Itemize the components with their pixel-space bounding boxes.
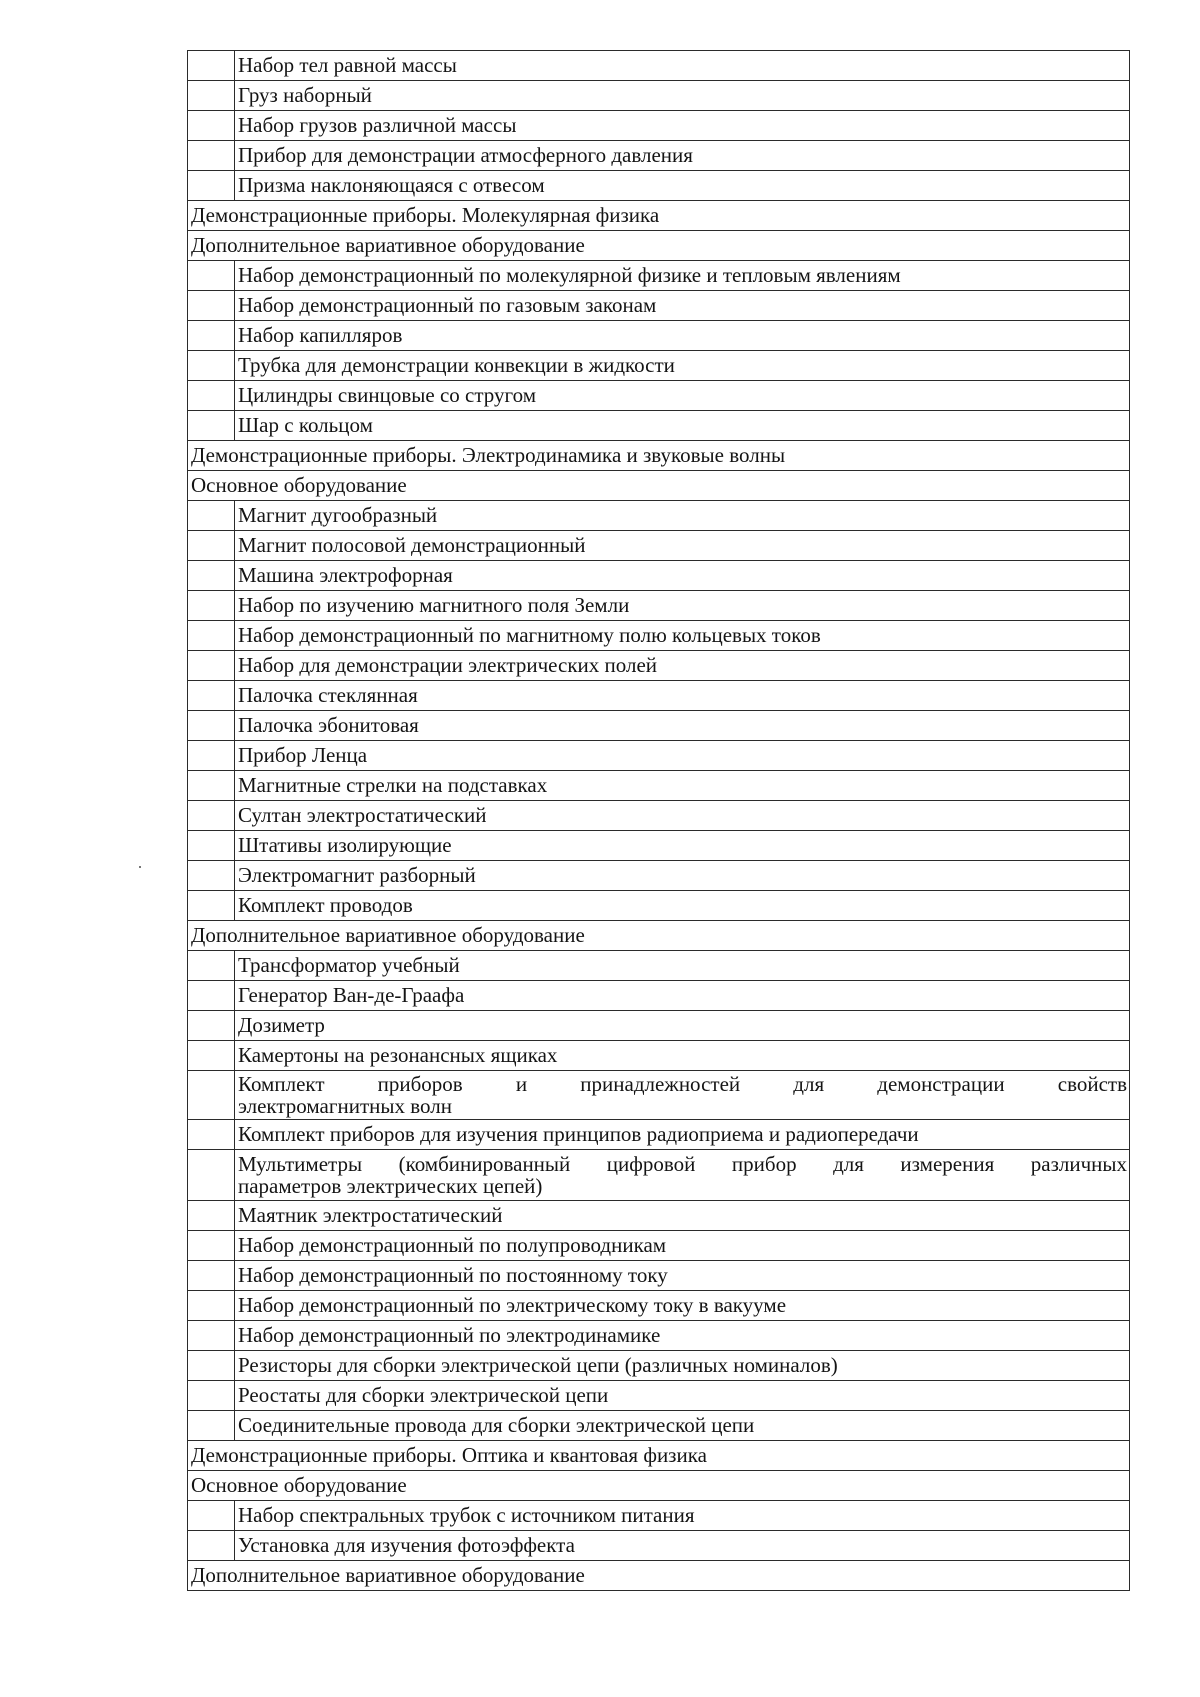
item-name-cell (235, 1150, 1130, 1201)
row-number-cell (188, 741, 235, 771)
table-row (188, 171, 1130, 201)
item-name-cell: Набор по изучению магнитного поля Земли (235, 591, 1130, 621)
table-row (188, 81, 1130, 111)
item-name-cell: Груз наборный (235, 81, 1130, 111)
row-number-cell (188, 561, 235, 591)
table-row (188, 651, 1130, 681)
table-row (188, 861, 1130, 891)
table-row (188, 1201, 1130, 1231)
row-number-cell (188, 351, 235, 381)
row-number-cell (188, 801, 235, 831)
item-name-cell: Султан электростатический (235, 801, 1130, 831)
item-name-cell: Соединительные провода для сборки электрической цепи (235, 1411, 1130, 1441)
item-name-cell: Комплект проводов (235, 891, 1130, 921)
row-number-cell (188, 501, 235, 531)
section-heading: Дополнительное вариативное оборудование (188, 921, 1130, 951)
row-number-cell (188, 831, 235, 861)
row-number-cell (188, 1291, 235, 1321)
section-heading: Демонстрационные приборы. Электродинамика и звуковые волны (188, 441, 1130, 471)
item-name-cell: Штативы изолирующие (235, 831, 1130, 861)
table-row (188, 1291, 1130, 1321)
table-row (188, 261, 1130, 291)
item-name-cell: Набор демонстрационный по молекулярной физике и тепловым явлениям (235, 261, 1130, 291)
item-name-cell: Палочка стеклянная (235, 681, 1130, 711)
item-name-cell: Набор демонстрационный по газовым законам (235, 291, 1130, 321)
item-name-cell: Набор демонстрационный по электрическому току в вакууме (235, 1291, 1130, 1321)
equipment-table (187, 50, 1130, 1591)
row-number-cell (188, 1120, 235, 1150)
section-row (188, 1561, 1130, 1591)
item-name-cell: Набор демонстрационный по полупроводникам (235, 1231, 1130, 1261)
row-number-cell (188, 1071, 235, 1120)
row-number-cell (188, 621, 235, 651)
table-row (188, 1231, 1130, 1261)
table-row (188, 381, 1130, 411)
table-row (188, 531, 1130, 561)
row-number-cell (188, 1501, 235, 1531)
row-number-cell (188, 291, 235, 321)
table-row (188, 321, 1130, 351)
row-number-cell (188, 411, 235, 441)
item-name-cell: Резисторы для сборки электрической цепи (различных номиналов) (235, 1351, 1130, 1381)
row-number-cell (188, 111, 235, 141)
item-name-cell: Набор спектральных трубок с источником питания (235, 1501, 1130, 1531)
scan-speck (139, 866, 141, 868)
item-name-cell: Магнит дугообразный (235, 501, 1130, 531)
table-row (188, 1011, 1130, 1041)
row-number-cell (188, 1321, 235, 1351)
row-number-cell (188, 321, 235, 351)
item-name-cell (235, 1071, 1130, 1120)
section-heading: Основное оборудование (188, 1471, 1130, 1501)
item-name-cell: Цилиндры свинцовые со стругом (235, 381, 1130, 411)
row-number-cell (188, 1531, 235, 1561)
item-name-cell: Генератор Ван-де-Граафа (235, 981, 1130, 1011)
table-row (188, 801, 1130, 831)
table-row (188, 711, 1130, 741)
item-name-cell: Палочка эбонитовая (235, 711, 1130, 741)
row-number-cell (188, 1411, 235, 1441)
table-row (188, 831, 1130, 861)
item-name-cell: Набор тел равной массы (235, 51, 1130, 81)
table-row (188, 291, 1130, 321)
item-name-cell: Камертоны на резонансных ящиках (235, 1041, 1130, 1071)
row-number-cell (188, 1041, 235, 1071)
table-row (188, 621, 1130, 651)
equipment-table-body (188, 51, 1130, 1591)
row-number-cell (188, 1201, 235, 1231)
item-name-cell: Машина электрофорная (235, 561, 1130, 591)
item-name-cell: Магнитные стрелки на подставках (235, 771, 1130, 801)
item-name-cell: Установка для изучения фотоэффекта (235, 1531, 1130, 1561)
table-row (188, 1351, 1130, 1381)
table-row (188, 591, 1130, 621)
table-row (188, 1411, 1130, 1441)
table-row (188, 741, 1130, 771)
item-name-line1: Мультиметры (комбинированный цифровой прибор для измерения различных (238, 1151, 1127, 1176)
row-number-cell (188, 51, 235, 81)
item-name-cell: Комплект приборов для изучения принципов радиоприема и радиопередачи (235, 1120, 1130, 1150)
row-number-cell (188, 771, 235, 801)
table-row (188, 351, 1130, 381)
table-row (188, 1120, 1130, 1150)
item-name-cell: Шар с кольцом (235, 411, 1130, 441)
table-row (188, 1321, 1130, 1351)
table-row (188, 561, 1130, 591)
section-row (188, 201, 1130, 231)
table-row (188, 1071, 1130, 1120)
table-row (188, 771, 1130, 801)
table-row (188, 1381, 1130, 1411)
section-row (188, 1441, 1130, 1471)
item-name-cell: Трубка для демонстрации конвекции в жидкости (235, 351, 1130, 381)
item-name-cell: Реостаты для сборки электрической цепи (235, 1381, 1130, 1411)
row-number-cell (188, 1381, 235, 1411)
section-row (188, 231, 1130, 261)
row-number-cell (188, 141, 235, 171)
item-name-cell: Призма наклоняющаяся с отвесом (235, 171, 1130, 201)
row-number-cell (188, 381, 235, 411)
section-heading: Основное оборудование (188, 471, 1130, 501)
table-row (188, 981, 1130, 1011)
row-number-cell (188, 591, 235, 621)
row-number-cell (188, 81, 235, 111)
section-heading: Дополнительное вариативное оборудование (188, 1561, 1130, 1591)
item-name-cell: Набор для демонстрации электрических полей (235, 651, 1130, 681)
item-name-cell: Прибор для демонстрации атмосферного давления (235, 141, 1130, 171)
row-number-cell (188, 681, 235, 711)
section-heading: Демонстрационные приборы. Молекулярная физика (188, 201, 1130, 231)
table-row (188, 891, 1130, 921)
table-row (188, 1041, 1130, 1071)
item-name-cell: Трансформатор учебный (235, 951, 1130, 981)
item-name-cell: Набор демонстрационный по постоянному току (235, 1261, 1130, 1291)
row-number-cell (188, 981, 235, 1011)
table-row (188, 1501, 1130, 1531)
section-heading: Дополнительное вариативное оборудование (188, 231, 1130, 261)
table-row (188, 141, 1130, 171)
equipment-document (187, 50, 1130, 1591)
section-row (188, 441, 1130, 471)
row-number-cell (188, 711, 235, 741)
table-row (188, 1150, 1130, 1201)
item-name-line1: Комплект приборов и принадлежностей для демонстрации свойств (238, 1071, 1127, 1096)
section-row (188, 1471, 1130, 1501)
item-name-cell: Электромагнит разборный (235, 861, 1130, 891)
item-name-cell: Прибор Ленца (235, 741, 1130, 771)
row-number-cell (188, 651, 235, 681)
row-number-cell (188, 1231, 235, 1261)
section-row (188, 471, 1130, 501)
table-row (188, 111, 1130, 141)
item-name-cell: Набор демонстрационный по электродинамике (235, 1321, 1130, 1351)
item-name-line2: электромагнитных волн (238, 1094, 452, 1118)
section-row (188, 921, 1130, 951)
table-row (188, 411, 1130, 441)
table-row (188, 681, 1130, 711)
table-row (188, 501, 1130, 531)
row-number-cell (188, 1150, 235, 1201)
row-number-cell (188, 531, 235, 561)
row-number-cell (188, 1261, 235, 1291)
section-heading: Демонстрационные приборы. Оптика и квантовая физика (188, 1441, 1130, 1471)
item-name-cell: Набор демонстрационный по магнитному полю кольцевых токов (235, 621, 1130, 651)
row-number-cell (188, 951, 235, 981)
row-number-cell (188, 891, 235, 921)
table-row (188, 1261, 1130, 1291)
table-row (188, 51, 1130, 81)
row-number-cell (188, 861, 235, 891)
item-name-cell: Набор грузов различной массы (235, 111, 1130, 141)
item-name-cell: Набор капилляров (235, 321, 1130, 351)
row-number-cell (188, 1351, 235, 1381)
table-row (188, 951, 1130, 981)
item-name-line2: параметров электрических цепей) (238, 1174, 543, 1198)
row-number-cell (188, 261, 235, 291)
item-name-cell: Маятник электростатический (235, 1201, 1130, 1231)
item-name-cell: Магнит полосовой демонстрационный (235, 531, 1130, 561)
row-number-cell (188, 1011, 235, 1041)
row-number-cell (188, 171, 235, 201)
item-name-cell: Дозиметр (235, 1011, 1130, 1041)
table-row (188, 1531, 1130, 1561)
